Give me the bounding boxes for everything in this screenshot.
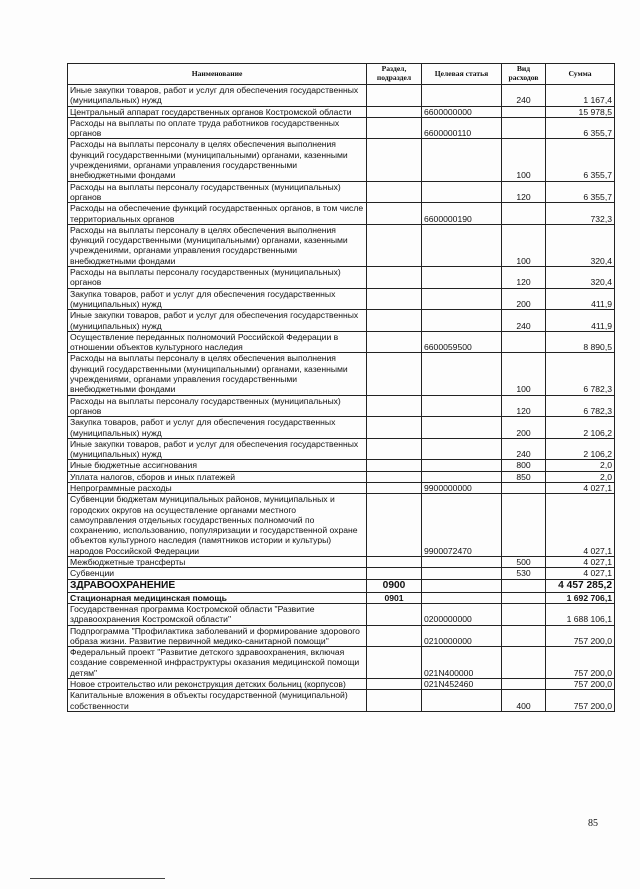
cell-article bbox=[422, 690, 502, 712]
cell-article: 9900072470 bbox=[422, 494, 502, 557]
cell-section bbox=[367, 395, 422, 417]
table-row bbox=[68, 267, 615, 289]
page-number: 85 bbox=[588, 818, 598, 829]
table-row bbox=[68, 471, 615, 482]
cell-name: Расходы на выплаты персоналу государственных (муниципальных) органов bbox=[68, 181, 367, 203]
table-row bbox=[68, 579, 615, 592]
cell-sum: 757 200,0 bbox=[546, 647, 615, 679]
cell-kind: 850 bbox=[502, 471, 546, 482]
cell-article bbox=[422, 592, 502, 603]
cell-article: 6600059500 bbox=[422, 331, 502, 353]
table-row bbox=[68, 106, 615, 117]
cell-kind: 120 bbox=[502, 395, 546, 417]
table-row bbox=[68, 288, 615, 310]
cell-article bbox=[422, 471, 502, 482]
table-row bbox=[68, 224, 615, 266]
cell-name: Расходы на выплаты персоналу в целях обеспечения выполнения функций государственными (муниципальными) органами, казенными учреждениями, органами управления государственными внебюджетными фондами bbox=[68, 224, 367, 266]
cell-kind: 120 bbox=[502, 181, 546, 203]
cell-kind bbox=[502, 579, 546, 592]
cell-kind bbox=[502, 494, 546, 557]
table-row bbox=[68, 181, 615, 203]
cell-article: 021N400000 bbox=[422, 647, 502, 679]
table-row bbox=[68, 353, 615, 395]
table-row bbox=[68, 603, 615, 625]
cell-sum: 2 106,2 bbox=[546, 438, 615, 460]
cell-name: Расходы на обеспечение функций государственных органов, в том числе территориальных органов bbox=[68, 203, 367, 225]
cell-kind bbox=[502, 592, 546, 603]
cell-name: Иные бюджетные ассигнования bbox=[68, 460, 367, 471]
cell-sum: 6 355,7 bbox=[546, 117, 615, 139]
cell-kind: 100 bbox=[502, 139, 546, 181]
table-row bbox=[68, 625, 615, 647]
cell-kind: 240 bbox=[502, 310, 546, 332]
cell-section bbox=[367, 679, 422, 690]
cell-article bbox=[422, 395, 502, 417]
cell-sum: 411,9 bbox=[546, 288, 615, 310]
cell-section bbox=[367, 85, 422, 107]
cell-name: Закупка товаров, работ и услуг для обеспечения государственных (муниципальных) нужд bbox=[68, 288, 367, 310]
cell-sum: 8 890,5 bbox=[546, 331, 615, 353]
cell-section bbox=[367, 353, 422, 395]
cell-kind: 800 bbox=[502, 460, 546, 471]
cell-article bbox=[422, 310, 502, 332]
cell-kind: 240 bbox=[502, 85, 546, 107]
cell-name: Расходы на выплаты персоналу в целях обеспечения выполнения функций государственными (муниципальными) органами, казенными учреждениями, органами управления государственными внебюджетными фондами bbox=[68, 353, 367, 395]
cell-name: Расходы на выплаты персоналу государственных (муниципальных) органов bbox=[68, 267, 367, 289]
table-row bbox=[68, 139, 615, 181]
cell-article bbox=[422, 85, 502, 107]
cell-sum: 1 167,4 bbox=[546, 85, 615, 107]
cell-sum: 4 457 285,2 bbox=[546, 579, 615, 592]
table-row bbox=[68, 395, 615, 417]
cell-article bbox=[422, 353, 502, 395]
cell-kind bbox=[502, 647, 546, 679]
table-row bbox=[68, 331, 615, 353]
table-body bbox=[68, 85, 615, 712]
cell-sum: 4 027,1 bbox=[546, 482, 615, 493]
cell-section bbox=[367, 647, 422, 679]
cell-sum: 15 978,5 bbox=[546, 106, 615, 117]
table-row bbox=[68, 647, 615, 679]
cell-section bbox=[367, 139, 422, 181]
cell-name: Закупка товаров, работ и услуг для обеспечения государственных (муниципальных) нужд bbox=[68, 417, 367, 439]
cell-sum: 732,3 bbox=[546, 203, 615, 225]
cell-kind: 400 bbox=[502, 690, 546, 712]
cell-article: 021N452460 bbox=[422, 679, 502, 690]
cell-sum: 6 355,7 bbox=[546, 139, 615, 181]
cell-name: Субвенции бюджетам муниципальных районов, муниципальных и городских округов на осуществление органами местного самоуправления отдельных государственных полномочий по сохранению, использованию, популяризации и государственной охране объектов культурного наследия (памятников истории и культуры) народов Российской Федерации bbox=[68, 494, 367, 557]
cell-section bbox=[367, 288, 422, 310]
cell-section bbox=[367, 117, 422, 139]
cell-article: 0200000000 bbox=[422, 603, 502, 625]
cell-section bbox=[367, 557, 422, 568]
cell-sum: 4 027,1 bbox=[546, 568, 615, 579]
cell-sum: 6 782,3 bbox=[546, 353, 615, 395]
cell-article bbox=[422, 460, 502, 471]
cell-sum: 4 027,1 bbox=[546, 494, 615, 557]
cell-kind bbox=[502, 679, 546, 690]
cell-section bbox=[367, 460, 422, 471]
table-row bbox=[68, 690, 615, 712]
cell-name: Капитальные вложения в объекты государственной (муниципальной) собственности bbox=[68, 690, 367, 712]
cell-kind bbox=[502, 625, 546, 647]
table-row bbox=[68, 203, 615, 225]
header-sum: Сумма bbox=[546, 64, 615, 85]
cell-article bbox=[422, 288, 502, 310]
cell-sum: 6 355,7 bbox=[546, 181, 615, 203]
table-row bbox=[68, 494, 615, 557]
cell-kind: 200 bbox=[502, 288, 546, 310]
cell-section bbox=[367, 438, 422, 460]
cell-kind bbox=[502, 117, 546, 139]
cell-kind: 530 bbox=[502, 568, 546, 579]
cell-section bbox=[367, 203, 422, 225]
cell-article bbox=[422, 267, 502, 289]
header-name: Наименование bbox=[68, 64, 367, 85]
cell-article bbox=[422, 417, 502, 439]
cell-kind: 500 bbox=[502, 557, 546, 568]
cell-name: Новое строительство или реконструкция детских больниц (корпусов) bbox=[68, 679, 367, 690]
cell-kind: 100 bbox=[502, 224, 546, 266]
cell-sum: 757 200,0 bbox=[546, 679, 615, 690]
cell-kind bbox=[502, 603, 546, 625]
table-row bbox=[68, 679, 615, 690]
cell-article bbox=[422, 579, 502, 592]
table-header-row bbox=[68, 64, 615, 85]
cell-kind bbox=[502, 331, 546, 353]
cell-name: Осуществление переданных полномочий Российской Федерации в отношении объектов культурного наследия bbox=[68, 331, 367, 353]
cell-section bbox=[367, 181, 422, 203]
cell-sum: 411,9 bbox=[546, 310, 615, 332]
cell-article: 6600000110 bbox=[422, 117, 502, 139]
cell-article: 9900000000 bbox=[422, 482, 502, 493]
cell-section bbox=[367, 106, 422, 117]
cell-section bbox=[367, 471, 422, 482]
cell-name: Стационарная медицинская помощь bbox=[68, 592, 367, 603]
cell-article: 0210000000 bbox=[422, 625, 502, 647]
cell-name: Субвенции bbox=[68, 568, 367, 579]
cell-sum: 6 782,3 bbox=[546, 395, 615, 417]
table-row bbox=[68, 85, 615, 107]
cell-name: Подпрограмма "Профилактика заболеваний и формирование здорового образа жизни. Развитие первичной медико-санитарной помощи" bbox=[68, 625, 367, 647]
cell-sum: 320,4 bbox=[546, 267, 615, 289]
cell-sum: 320,4 bbox=[546, 224, 615, 266]
table-row bbox=[68, 310, 615, 332]
cell-name: Центральный аппарат государственных органов Костромской области bbox=[68, 106, 367, 117]
cell-article: 6600000000 bbox=[422, 106, 502, 117]
cell-kind bbox=[502, 106, 546, 117]
cell-section bbox=[367, 331, 422, 353]
header-article: Целевая статья bbox=[422, 64, 502, 85]
cell-sum: 4 027,1 bbox=[546, 557, 615, 568]
cell-name: Расходы на выплаты персоналу государственных (муниципальных) органов bbox=[68, 395, 367, 417]
cell-section bbox=[367, 603, 422, 625]
cell-name: Иные закупки товаров, работ и услуг для обеспечения государственных (муниципальных) нужд bbox=[68, 438, 367, 460]
cell-section bbox=[367, 267, 422, 289]
cell-section bbox=[367, 568, 422, 579]
cell-name: Непрограммные расходы bbox=[68, 482, 367, 493]
cell-article: 6600000190 bbox=[422, 203, 502, 225]
cell-name: Иные закупки товаров, работ и услуг для обеспечения государственных (муниципальных) нужд bbox=[68, 85, 367, 107]
cell-name: ЗДРАВООХРАНЕНИЕ bbox=[68, 579, 367, 592]
cell-name: Расходы на выплаты по оплате труда работников государственных органов bbox=[68, 117, 367, 139]
cell-section bbox=[367, 690, 422, 712]
cell-sum: 2,0 bbox=[546, 460, 615, 471]
table-row bbox=[68, 557, 615, 568]
table-row bbox=[68, 482, 615, 493]
cell-kind: 240 bbox=[502, 438, 546, 460]
cell-article bbox=[422, 557, 502, 568]
footnote-divider bbox=[30, 878, 165, 879]
table-row bbox=[68, 460, 615, 471]
table-row bbox=[68, 568, 615, 579]
header-section: Раздел, подраздел bbox=[367, 64, 422, 85]
cell-sum: 2,0 bbox=[546, 471, 615, 482]
cell-name: Государственная программа Костромской области "Развитие здравоохранения Костромской области" bbox=[68, 603, 367, 625]
header-kind: Вид расходов bbox=[502, 64, 546, 85]
cell-name: Уплата налогов, сборов и иных платежей bbox=[68, 471, 367, 482]
cell-section bbox=[367, 417, 422, 439]
cell-section bbox=[367, 310, 422, 332]
table-row bbox=[68, 417, 615, 439]
cell-kind: 200 bbox=[502, 417, 546, 439]
table-row bbox=[68, 117, 615, 139]
cell-sum: 1 688 106,1 bbox=[546, 603, 615, 625]
cell-sum: 757 200,0 bbox=[546, 625, 615, 647]
cell-name: Межбюджетные трансферты bbox=[68, 557, 367, 568]
cell-section: 0900 bbox=[367, 579, 422, 592]
cell-name: Расходы на выплаты персоналу в целях обеспечения выполнения функций государственными (муниципальными) органами, казенными учреждениями, органами управления государственными внебюджетными фондами bbox=[68, 139, 367, 181]
cell-sum: 2 106,2 bbox=[546, 417, 615, 439]
table-row bbox=[68, 592, 615, 603]
cell-section bbox=[367, 224, 422, 266]
cell-section bbox=[367, 482, 422, 493]
cell-section bbox=[367, 494, 422, 557]
cell-kind bbox=[502, 203, 546, 225]
cell-article bbox=[422, 438, 502, 460]
cell-kind: 120 bbox=[502, 267, 546, 289]
cell-section bbox=[367, 625, 422, 647]
cell-article bbox=[422, 181, 502, 203]
cell-article bbox=[422, 568, 502, 579]
cell-sum: 757 200,0 bbox=[546, 690, 615, 712]
table-row bbox=[68, 438, 615, 460]
cell-article bbox=[422, 139, 502, 181]
cell-sum: 1 692 706,1 bbox=[546, 592, 615, 603]
cell-section: 0901 bbox=[367, 592, 422, 603]
cell-kind: 100 bbox=[502, 353, 546, 395]
cell-article bbox=[422, 224, 502, 266]
cell-name: Федеральный проект "Развитие детского здравоохранения, включая создание современной инфраструктуры оказания медицинской помощи детям" bbox=[68, 647, 367, 679]
cell-name: Иные закупки товаров, работ и услуг для обеспечения государственных (муниципальных) нужд bbox=[68, 310, 367, 332]
budget-table bbox=[67, 63, 615, 712]
cell-kind bbox=[502, 482, 546, 493]
